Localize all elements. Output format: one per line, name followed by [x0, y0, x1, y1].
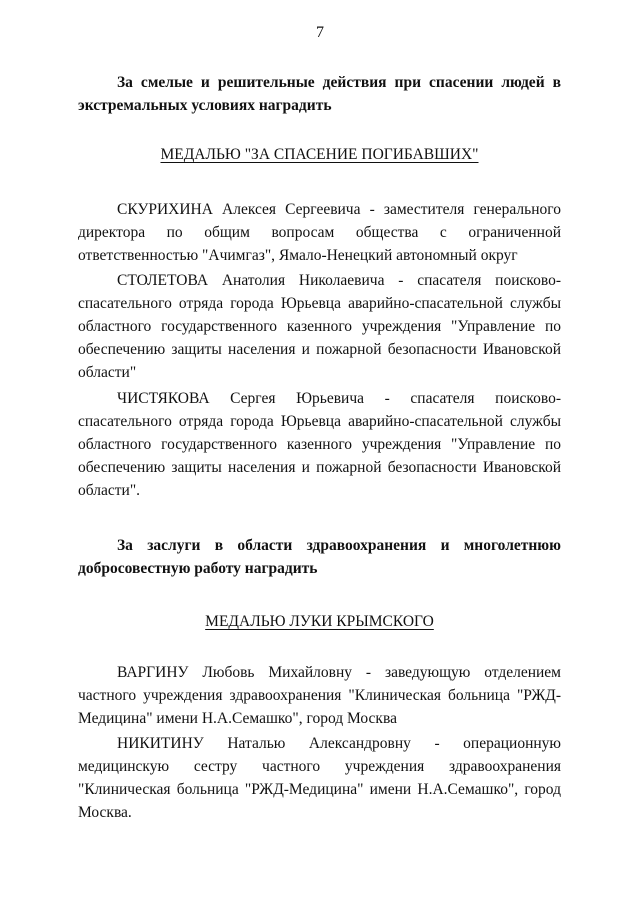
- awardee-entry: ВАРГИНУ Любовь Михайловну - заведующую отделением частного учреждения здравоохранения "Клиническая больница "РЖД-Медицина" имени Н.А.Семашко", город Москва: [78, 664, 561, 727]
- medal-title-luka-krymsky: МЕДАЛЬЮ ЛУКИ КРЫМСКОГО: [205, 613, 434, 630]
- page-number: 7: [316, 24, 324, 41]
- awardee-entry: СТОЛЕТОВА Анатолия Николаевича - спасателя поисково-спасательного отряда города Юрьевца аварийно-спасательной службы областного государственного казенного учреждения "Управление по обеспечению защиты населения и пожарной безопасности Ивановской области": [78, 272, 561, 381]
- medal-title-rescue: МЕДАЛЬЮ "ЗА СПАСЕНИЕ ПОГИБАВШИХ": [160, 146, 479, 163]
- page-content: [78, 71, 561, 824]
- awardee-entry: СКУРИХИНА Алексея Сергеевича - заместителя генерального директора по общим вопросам общества с ограниченной ответственностью "Ачимгаз", Ямало-Ненецкий автономный округ: [78, 201, 561, 264]
- award-intro-rescue: За смелые и решительные действия при спасении людей в экстремальных условиях наградить: [78, 74, 561, 114]
- awardee-entry: НИКИТИНУ Наталью Александровну - операционную медицинскую сестру частного учреждения здравоохранения "Клиническая больница "РЖД-Медицина" имени Н.А.Семашко", город Москва.: [78, 735, 561, 821]
- awardee-entry: ЧИСТЯКОВА Сергея Юрьевича - спасателя поисково-спасательного отряда города Юрьевца аварийно-спасательной службы областного государственного казенного учреждения "Управление по обеспечению защиты населения и пожарной безопасности Ивановской области".: [78, 390, 561, 499]
- award-intro-healthcare: За заслуги в области здравоохранения и многолетнюю добросовестную работу наградить: [78, 537, 561, 577]
